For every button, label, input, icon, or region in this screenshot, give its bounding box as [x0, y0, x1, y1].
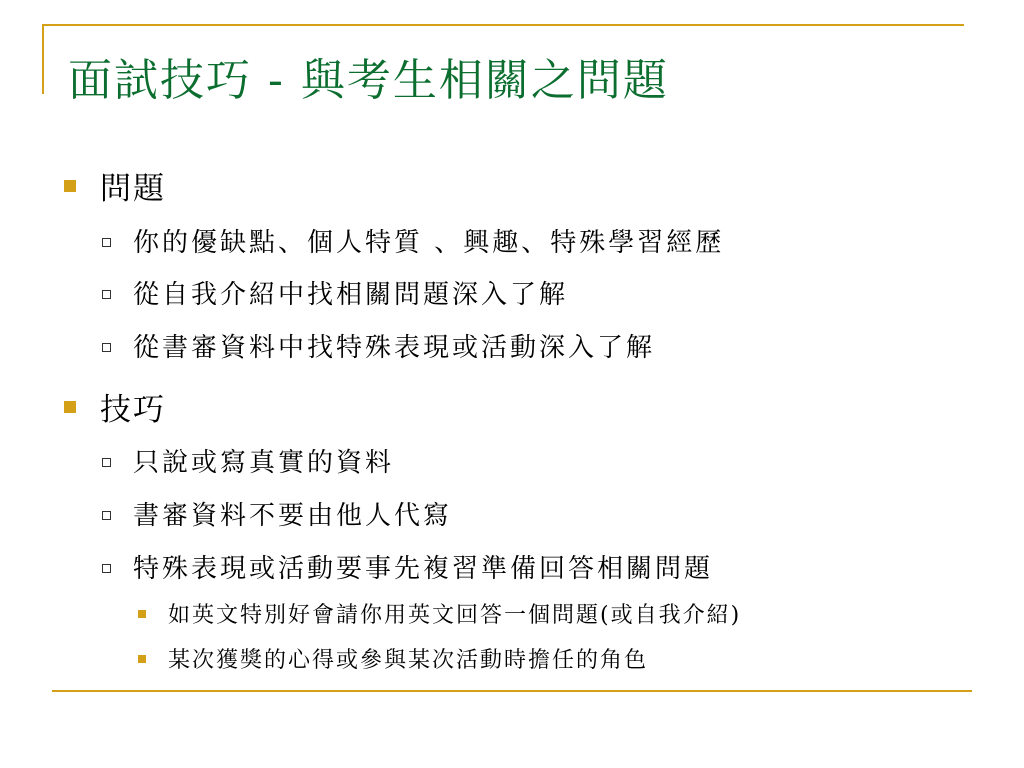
- list-item-text: 書審資料不要由他人代寫: [133, 501, 453, 531]
- list-item: [102, 442, 394, 479]
- small-square-bullet-icon: [138, 655, 146, 663]
- left-rule: [42, 24, 44, 94]
- list-item: [102, 222, 724, 259]
- section-heading: 技巧: [100, 392, 166, 428]
- bullet-section-techniques: [64, 384, 166, 429]
- list-item: [102, 327, 655, 364]
- list-item-text: 從自我介紹中找相關問題深入了解: [133, 280, 569, 310]
- list-item-text: 從書審資料中找特殊表現或活動深入了解: [133, 333, 656, 363]
- sub-list-item: [138, 643, 648, 674]
- hollow-square-bullet-icon: [102, 511, 111, 520]
- small-square-bullet-icon: [138, 610, 146, 618]
- list-item: [102, 274, 568, 311]
- list-item-text: 你的優缺點、個人特質 、興趣、特殊學習經歷: [133, 228, 725, 258]
- square-bullet-icon: [64, 180, 76, 192]
- top-rule: [42, 24, 964, 26]
- sub-list-item-text: 某次獲獎的心得或參與某次活動時擔任的角色: [168, 648, 649, 673]
- list-item-text: 只說或寫真實的資料: [133, 448, 395, 478]
- sub-list-item-text: 如英文特別好會請你用英文回答一個問題(或自我介紹): [168, 603, 742, 628]
- hollow-square-bullet-icon: [102, 458, 111, 467]
- list-item-text: 特殊表現或活動要事先複習準備回答相關問題: [133, 554, 714, 584]
- square-bullet-icon: [64, 401, 76, 413]
- list-item: [102, 548, 713, 585]
- slide-title: 面試技巧 - 與考生相關之問題: [68, 55, 669, 106]
- list-item: [102, 495, 452, 532]
- sub-list-item: [138, 598, 741, 629]
- hollow-square-bullet-icon: [102, 564, 111, 573]
- section-heading: 問題: [100, 171, 166, 207]
- hollow-square-bullet-icon: [102, 290, 111, 299]
- bottom-rule: [52, 690, 972, 692]
- hollow-square-bullet-icon: [102, 238, 111, 247]
- hollow-square-bullet-icon: [102, 343, 111, 352]
- bullet-section-questions: [64, 163, 166, 208]
